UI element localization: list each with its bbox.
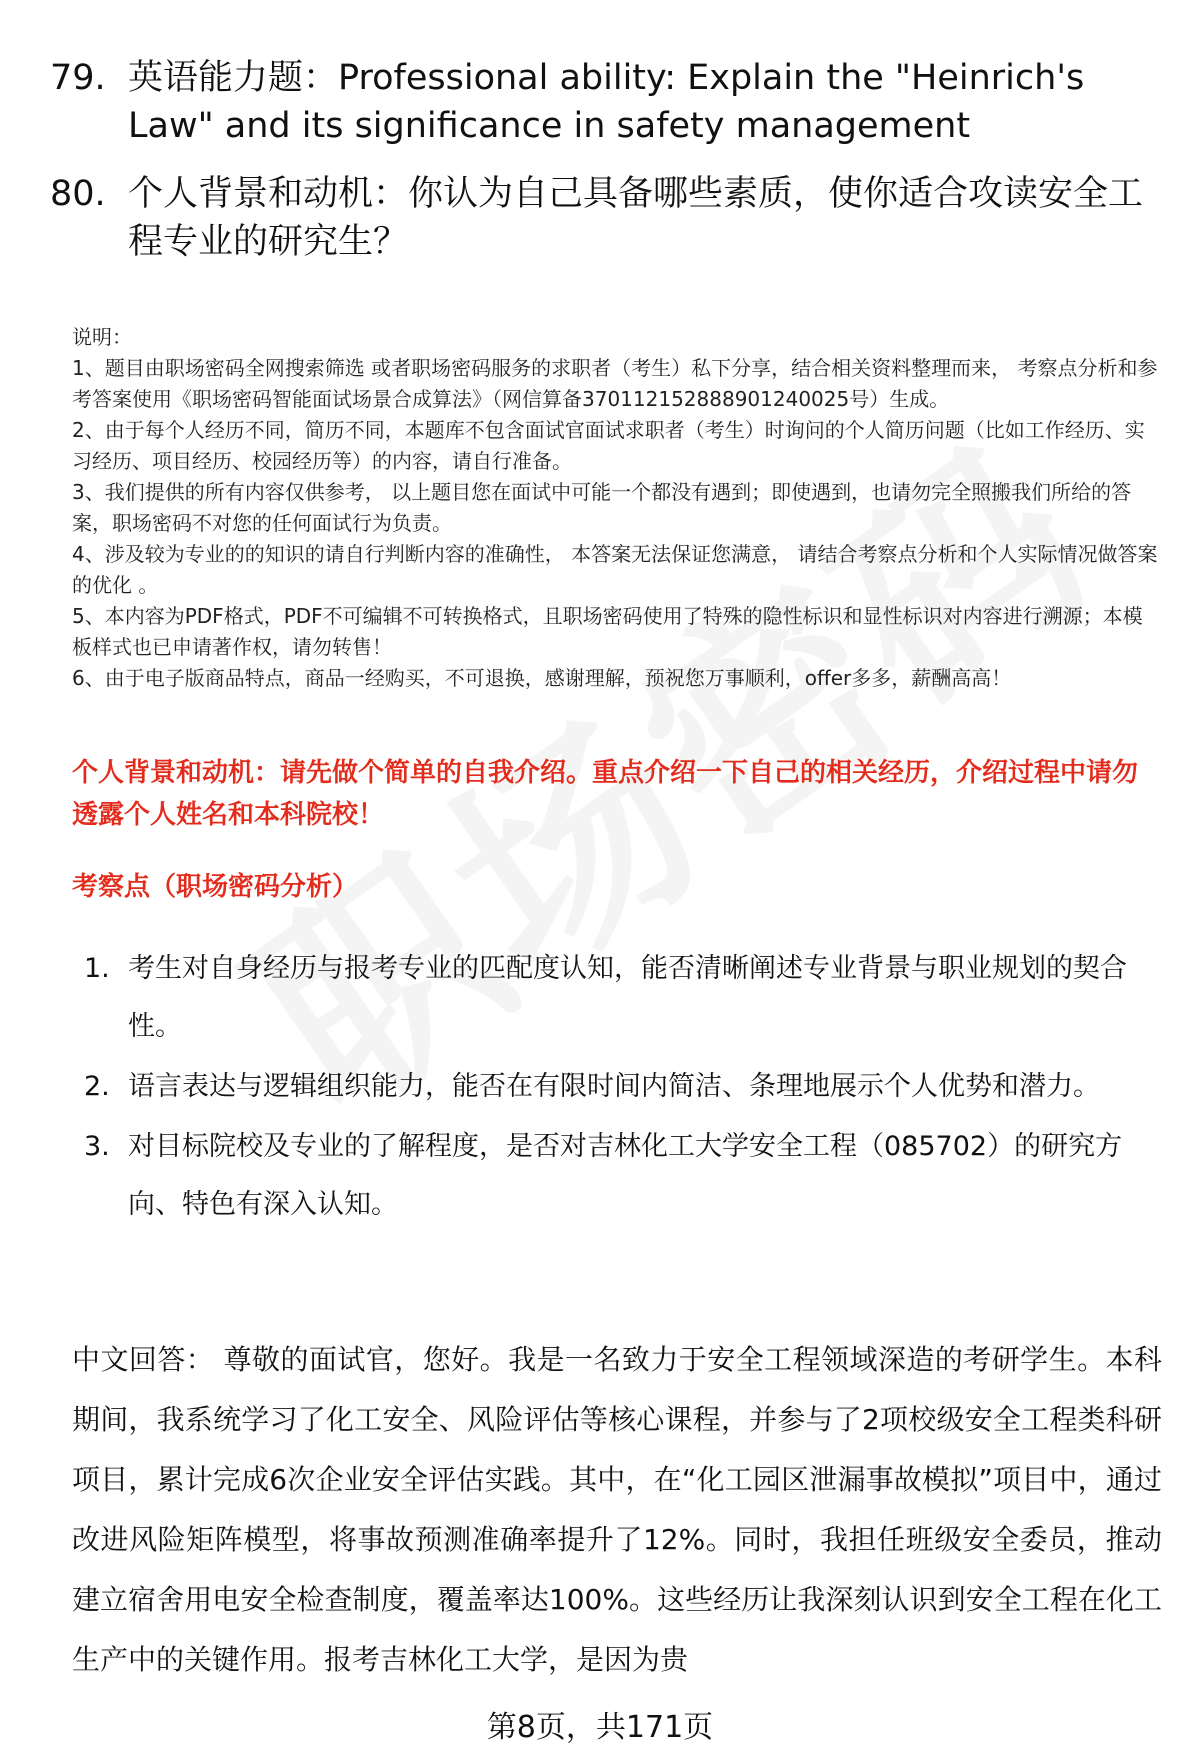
notes-heading: 说明： — [72, 325, 132, 349]
question-number: 79. — [50, 58, 106, 98]
question-text: 英语能力题：Professional ability: Explain the "Heinrich's Law" and its significance in safety management — [128, 58, 1085, 146]
list-item — [72, 940, 1172, 1056]
answer-label: 中文回答： — [72, 1343, 215, 1376]
prompt-heading: 个人背景和动机：请先做个简单的自我介绍。重点介绍一下自己的相关经历，介绍过程中请勿透露个人姓名和本科院校！ — [72, 758, 1139, 830]
note-item: 4、涉及较为专业的的知识的请自行判断内容的准确性， 本答案无法保证您满意， 请结合考察点分析和个人实际情况做答案的优化 。 — [72, 542, 1158, 597]
point-text: 语言表达与逻辑组织能力，能否在有限时间内简洁、条理地展示个人优势和潜力。 — [128, 1071, 1100, 1102]
note-item: 2、由于每个人经历不同，简历不同，本题库不包含面试官面试求职者（考生）时询问的个人简历问题（比如工作经历、实习经历、项目经历、校园经历等）的内容，请自行准备。 — [72, 418, 1145, 473]
answer-text: 尊敬的面试官，您好。我是一名致力于安全工程领域深造的考研学生。本科期间，我系统学习了化工安全、风险评估等核心课程，并参与了2项校级安全工程类科研项目，累计完成6次企业安全评估实践。其中，在“化工园区泄漏事故模拟”项目中，通过改进风险矩阵模型，将事故预测准确率提升了12%。同时，我担任班级安全委员，推动建立宿舍用电安全检查制度，覆盖率达100%。这些经历让我深刻认识到安全工程在化工生产中的关键作用。报考吉林化工大学，是因为贵 — [72, 1343, 1162, 1676]
list-item — [72, 1118, 1172, 1234]
note-item: 3、我们提供的所有内容仅供参考， 以上题目您在面试中可能一个都没有遇到；即使遇到，也请勿完全照搬我们所给的答案，职场密码不对您的任何面试行为负责。 — [72, 480, 1132, 535]
disclaimer-notes — [72, 322, 1162, 694]
note-item: 1、题目由职场密码全网搜索筛选 或者职场密码服务的求职者（考生）私下分享，结合相关资料整理而来， 考察点分析和参考答案使用《职场密码智能面试场景合成算法》（网信算备370112152888901240025号）生成。 — [72, 356, 1158, 411]
analysis-points — [72, 940, 1172, 1236]
list-item — [72, 1058, 1172, 1116]
point-number: 3. — [84, 1131, 110, 1162]
point-text: 考生对自身经历与报考专业的匹配度认知，能否清晰阐述专业背景与职业规划的契合性。 — [128, 953, 1127, 1042]
point-text: 对目标院校及专业的了解程度，是否对吉林化工大学安全工程（085702）的研究方向、特色有深入认知。 — [128, 1131, 1123, 1220]
question-number: 80. — [50, 174, 106, 214]
note-item: 5、本内容为PDF格式，PDF不可编辑不可转换格式，且职场密码使用了特殊的隐性标识和显性标识对内容进行溯源；本模板样式也已申请著作权，请勿转售！ — [72, 604, 1143, 659]
analysis-heading: 考察点（职场密码分析） — [72, 872, 359, 902]
note-item: 6、由于电子版商品特点，商品一经购买，不可退换，感谢理解，预祝您万事顺利，offer多多，薪酬高高！ — [72, 666, 1012, 690]
point-number: 1. — [84, 953, 110, 984]
page-footer: 第8页，共171页 — [486, 1710, 714, 1745]
answer-paragraph — [72, 1330, 1162, 1690]
question-text: 个人背景和动机：你认为自己具备哪些素质，使你适合攻读安全工程专业的研究生？ — [128, 174, 1144, 262]
point-number: 2. — [84, 1071, 110, 1102]
